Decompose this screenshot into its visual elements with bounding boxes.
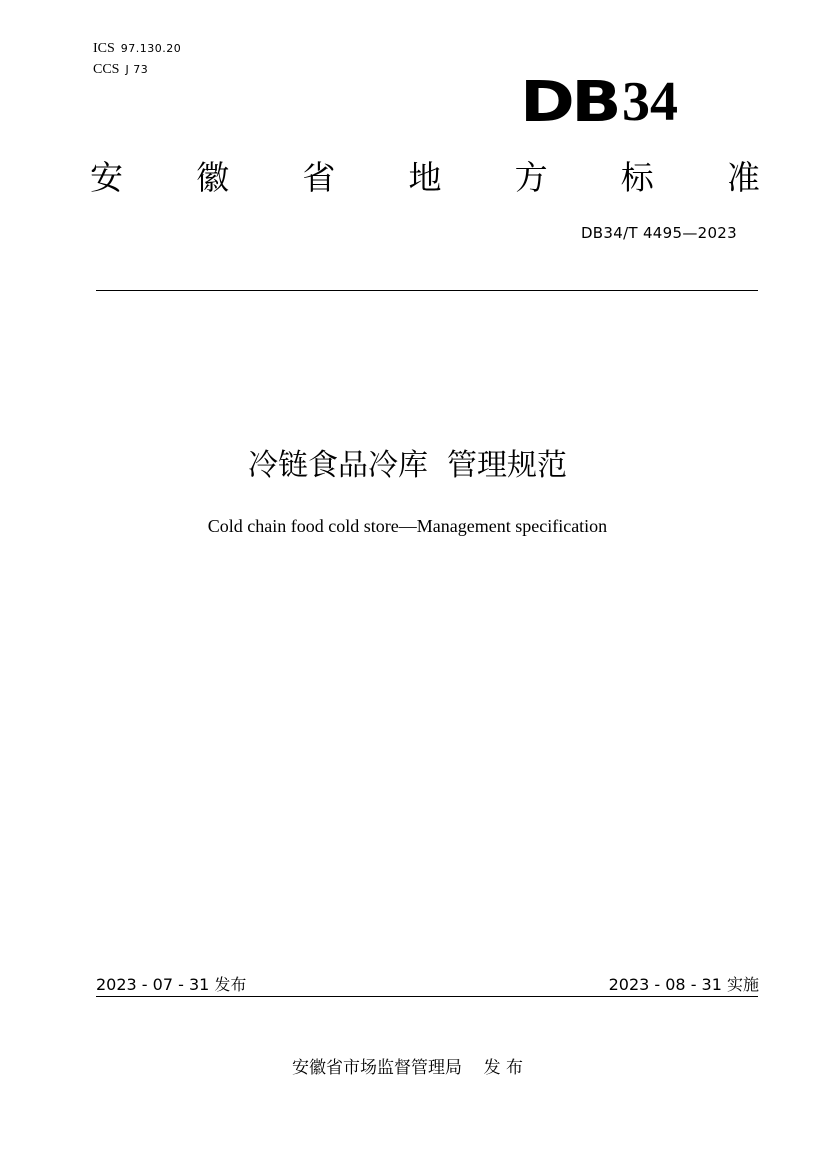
top-divider (96, 290, 758, 291)
standard-type-char: 方 (514, 158, 548, 197)
ics-value: 97.130.20 (120, 42, 182, 55)
bottom-divider (96, 996, 758, 997)
standard-type-char: 地 (408, 158, 442, 197)
implementation-date: 2023 - 08 - 31 实施 (608, 975, 759, 994)
standard-type-char: 安 (90, 158, 123, 197)
ics-label: ICS (93, 41, 115, 56)
title-english: Cold chain food cold store—Management specification (207, 516, 608, 536)
ccs-value: J 73 (125, 63, 149, 76)
ics-code (93, 40, 181, 57)
db34-logo (520, 70, 678, 134)
logo-letters: DB (520, 69, 619, 135)
release-date: 2023 - 07 - 31 发布 (96, 975, 247, 994)
logo-number: 34 (622, 71, 678, 133)
standard-type-char: 标 (620, 158, 654, 197)
standard-type-char: 准 (726, 158, 760, 197)
standard-type-char: 徽 (196, 158, 230, 197)
publisher: 安徽省市场监督管理局 发 布 (291, 1058, 524, 1078)
ccs-code (93, 61, 148, 78)
standard-type-char: 省 (302, 158, 336, 197)
standard-number: DB34/T 4495—2023 (580, 224, 737, 242)
ccs-label: CCS (93, 62, 120, 77)
standard-type-heading (90, 156, 760, 200)
title-chinese: 冷链食品冷库 管理规范 (247, 448, 568, 483)
